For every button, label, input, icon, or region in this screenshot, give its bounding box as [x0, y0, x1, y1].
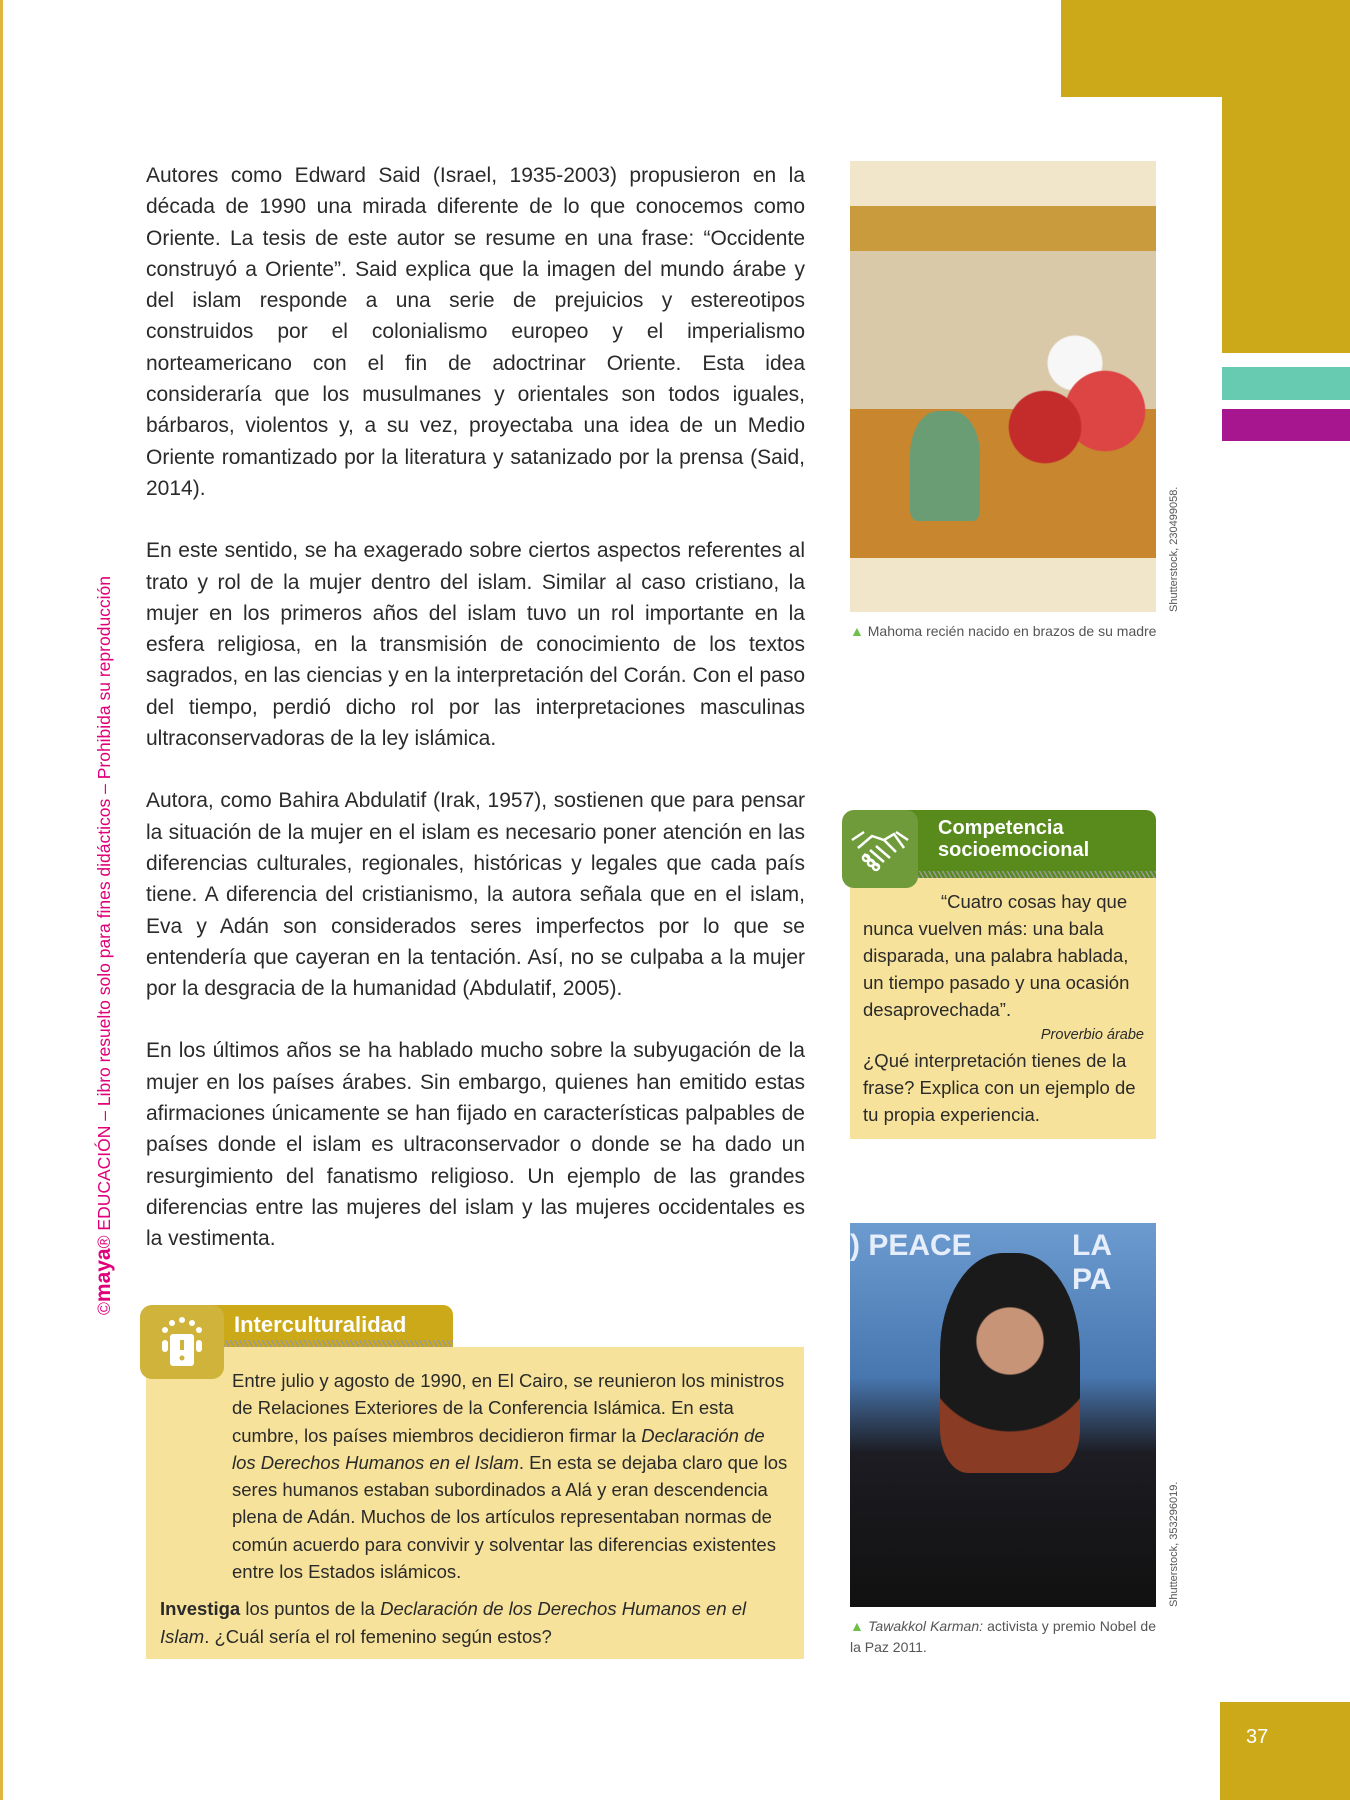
- text-span: Entre julio y agosto de 1990, en El Cairo, se reunieron los ministros de Relaciones Exteriores de la Conferencia Islámica. En esta cumbre, los países miembros decidieron firmar la: [232, 1370, 785, 1446]
- hatch-divider: [224, 1340, 453, 1347]
- competencia-title: Competencia socioemocional: [880, 810, 1156, 878]
- page-number: 37: [1220, 1702, 1350, 1800]
- triangle-icon: ▲: [850, 623, 864, 639]
- miniature-painting-image: [850, 161, 1156, 612]
- caption-text: activista y premio Nobel de la Paz 2011.: [850, 1618, 1156, 1655]
- side-decoration: [1222, 97, 1350, 353]
- brand-logo: maya: [92, 1248, 115, 1303]
- text-span: . ¿Cuál sería el rol femenino según estos?: [204, 1625, 552, 1647]
- paragraph: Autores como Edward Said (Israel, 1935-2003) propusieron en la década de 1990 una mirada diferente de lo que conocemos como Oriente. La tesis de este autor se resume en una frase: “Occidente construyó a Oriente”. Said explica que la imagen del mundo árabe y del islam responde a una serie de prejuicios y estereotipos construidos por el colonialismo europeo y el imperialismo norteamericano con el fin de adoctrinar Oriente. Esta idea consideraría que los musulmanes y orientales son todos iguales, bárbaros, violentos y, a su vez, proyectaba una idea de un Medio Oriente romantizado por la literatura y satanizado por la prensa (Said, 2014).: [146, 164, 805, 500]
- document-title: Declaración de los Derechos Humanos en el Islam: [160, 1598, 747, 1647]
- banner-text: LA PA: [1072, 1229, 1112, 1296]
- main-text: [146, 160, 805, 1286]
- text-span: . En esta se dejaba claro que los seres humanos estaban subordinados a Alá y eran descendencia plena de Adán. Muchos de los artículos representaban normas de común acuerdo para convivir y solventar las diferencias existentes entre los Estados islámicos.: [232, 1451, 788, 1583]
- figure-caption: [850, 621, 1156, 642]
- document-title: Declaración de los Derechos Humanos en el Islam: [232, 1424, 765, 1473]
- interculturalidad-box: [146, 1347, 804, 1659]
- intro-text: [160, 1367, 790, 1585]
- triangle-icon: ▲: [850, 1618, 865, 1634]
- caption-name: Tawakkol Karman:: [868, 1618, 984, 1634]
- figure-caption: [850, 1616, 1156, 1658]
- text-span: los puntos de la: [240, 1598, 381, 1620]
- mask-icon: [140, 1305, 224, 1379]
- copyright-notice: ©maya® EDUCACIÓN – Libro resuelto solo para fines didácticos – Prohibida su reproducción: [92, 575, 115, 1315]
- paragraph: En este sentido, se ha exagerado sobre ciertos aspectos referentes al trato y rol de la mujer dentro del islam. Similar al caso cristiano, la mujer en los primeros años del islam tuvo un rol importante en la esfera religiosa, en la transmisión de conocimiento de los textos sagrados, en las ciencias y en la interpretación del Corán. Con el paso del tiempo, perdió dicho rol por las interpretaciones masculinas ultraconservadoras de la ley islámica.: [146, 539, 805, 751]
- banner-text: ) PEACE: [850, 1229, 972, 1262]
- paragraph: Autora, como Bahira Abdulatif (Irak, 1957), sostienen que para pensar la situación de la mujer en el islam es necesario poner atención en las diferencias culturales, regionales, históricas y legales que cada país tiene. A diferencia del cristianismo, la autora señala que en el islam, Eva y Adán son considerados seres imperfectos por lo que se entendería que cayeran en la tentación. Así, no se culpaba a la mujer por la desgracia de la humanidad (Abdulatif, 2005).: [146, 789, 805, 1001]
- corner-decoration: [1061, 0, 1350, 97]
- quote-source: Proverbio árabe: [1040, 1027, 1144, 1043]
- magenta-stripe: [1222, 409, 1350, 441]
- tawakkol-karman-photo: [850, 1223, 1156, 1607]
- photo-credit: Shutterstock, 230499058.: [1168, 486, 1180, 612]
- photo-credit: Shutterstock, 353296019.: [1168, 1481, 1180, 1607]
- paragraph: En los últimos años se ha hablado mucho sobre la subyugación de la mujer en los países árabes. Sin embargo, quienes han emitido estas afirmaciones únicamente se han fijado en características palpables de países donde el islam es ultraconservador o donde se ha dado un resurgimiento del fanatismo religioso. Un ejemplo de las grandes diferencias entre las mujeres del islam y las mujeres occidentales es la vestimenta.: [146, 1039, 805, 1251]
- notice-text: EDUCACIÓN – Libro resuelto solo para fines didácticos – Prohibida su reproducción: [94, 575, 114, 1231]
- caption-text: Mahoma recién nacido en brazos de su madre: [867, 623, 1157, 639]
- interculturalidad-title: Interculturalidad: [200, 1305, 453, 1347]
- teal-stripe: [1222, 367, 1350, 400]
- task-keyword: Investiga: [160, 1598, 241, 1620]
- page-edge: [0, 0, 3, 1800]
- handshake-icon: [842, 810, 918, 888]
- question-text: ¿Qué interpretación tienes de la frase? Explica con un ejemplo de tu propia experiencia.: [863, 1050, 1136, 1125]
- hatch-divider: [918, 871, 1156, 878]
- task-text: [160, 1595, 790, 1650]
- quote-text: “Cuatro cosas hay que nunca vuelven más: una bala disparada, una palabra hablada, un tiempo pasado y una ocasión desaprovechada”.: [863, 891, 1130, 1020]
- competencia-box: [850, 878, 1156, 1139]
